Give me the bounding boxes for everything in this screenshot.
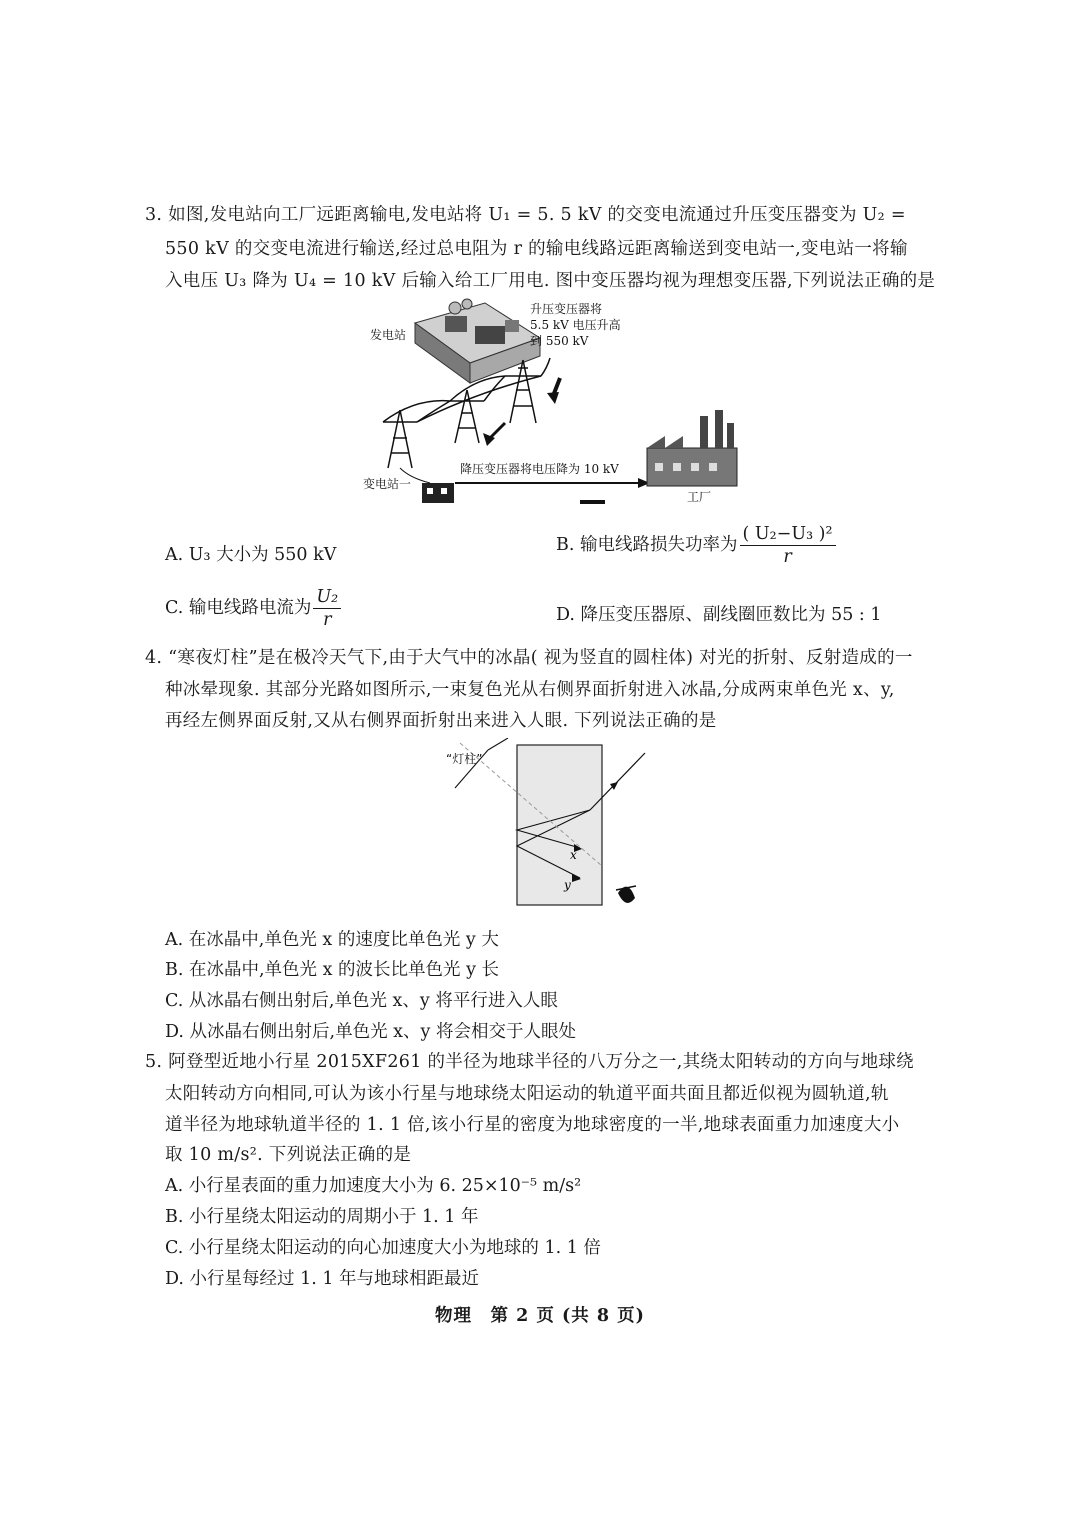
- q3-option-b-fraction: [740, 523, 836, 568]
- substation-label: 变电站一: [363, 477, 412, 491]
- q5-line-4: 取 10 m/s². 下列说法正确的是: [165, 1145, 412, 1165]
- pillar-label: “灯柱”: [446, 752, 483, 766]
- q5-line-1: 5. 阿登型近地小行星 2015XF261 的半径为地球半径的八万分之一,其绕太阳转动的方向与地球绕: [145, 1052, 914, 1072]
- q4-option-a: A. 在冰晶中,单色光 x 的速度比单色光 y 大: [165, 930, 499, 950]
- q4-line-1: 4. “寒夜灯柱”是在极冷天气下,由于大气中的冰晶( 视为竖直的圆柱体) 对光的折射、反射造成的一: [145, 648, 913, 668]
- q4-option-d: D. 从冰晶右侧出射后,单色光 x、y 将会相交于人眼处: [165, 1022, 576, 1042]
- q3-option-b-denominator: r: [783, 547, 792, 567]
- step-up-note-2: 5.5 kV 电压升高: [530, 318, 621, 332]
- q3-option-b-prefix: B. 输电线路损失功率为: [556, 535, 738, 555]
- q3-option-d: D. 降压变压器原、副线圈匝数比为 55 : 1: [556, 605, 882, 625]
- step-up-note-3: 到 550 kV: [530, 334, 589, 348]
- page-footer: 物理 第 2 页 (共 8 页): [435, 1306, 645, 1326]
- factory-label: 工厂: [687, 490, 712, 504]
- factory-icon: [647, 410, 737, 486]
- q5-option-c: C. 小行星绕太阳运动的向心加速度大小为地球的 1. 1 倍: [165, 1238, 601, 1258]
- power-station-label: 发电站: [370, 328, 407, 342]
- q5-option-a: A. 小行星表面的重力加速度大小为 6. 25×10⁻⁵ m/s²: [165, 1176, 582, 1196]
- q5-option-d: D. 小行星每经过 1. 1 年与地球相距最近: [165, 1269, 480, 1289]
- q4-line-3: 再经左侧界面反射,又从右侧界面折射出来进入人眼. 下列说法正确的是: [165, 711, 717, 731]
- q3-option-b-numerator: ( U₂−U₃ )²: [740, 523, 836, 546]
- ray-x-label: x: [570, 848, 577, 862]
- q5-line-2: 太阳转动方向相同,可认为该小行星与地球绕太阳运动的轨道平面共面且都近似视为圆轨道,轨: [165, 1084, 889, 1104]
- q5-option-b: B. 小行星绕太阳运动的周期小于 1. 1 年: [165, 1207, 479, 1227]
- q4-option-b: B. 在冰晶中,单色光 x 的波长比单色光 y 长: [165, 960, 500, 980]
- q4-line-2: 种冰晕现象. 其部分光路如图所示,一束复色光从右侧界面折射进入冰晶,分成两束单色光 x、y,: [165, 680, 895, 700]
- step-up-note-1: 升压变压器将: [530, 302, 603, 316]
- q4-option-c: C. 从冰晶右侧出射后,单色光 x、y 将平行进入人眼: [165, 991, 558, 1011]
- q3-option-b: [556, 523, 836, 568]
- ray-y-label: y: [564, 878, 571, 892]
- q3-option-a: A. U₃ 大小为 550 kV: [165, 545, 337, 565]
- q3-option-c-prefix: C. 输电线路电流为: [165, 598, 312, 618]
- eye-icon: [616, 886, 636, 903]
- q3-option-c: [165, 586, 341, 631]
- step-down-note: 降压变压器将电压降为 10 kV: [460, 462, 619, 476]
- q4-ice-crystal-figure: [440, 738, 670, 913]
- q3-option-c-numerator: U₂: [313, 586, 341, 609]
- q3-line-3: 入电压 U₃ 降为 U₄ = 10 kV 后输入给工厂用电. 图中变压器均视为理想变压器,下列说法正确的是: [165, 271, 936, 291]
- q3-option-c-fraction: [313, 586, 341, 631]
- q5-line-3: 道半径为地球轨道半径的 1. 1 倍,该小行星的密度为地球密度的一半,地球表面重力加速度大小: [165, 1115, 900, 1135]
- q3-power-transmission-figure: [355, 298, 755, 513]
- q3-line-1: 3. 如图,发电站向工厂远距离输电,发电站将 U₁ = 5. 5 kV 的交变电流通过升压变压器变为 U₂ =: [145, 205, 906, 225]
- q3-option-c-denominator: r: [323, 610, 332, 630]
- q3-line-2: 550 kV 的交变电流进行输送,经过总电阻为 r 的输电线路远距离输送到变电站一,变电站一将输: [165, 239, 908, 259]
